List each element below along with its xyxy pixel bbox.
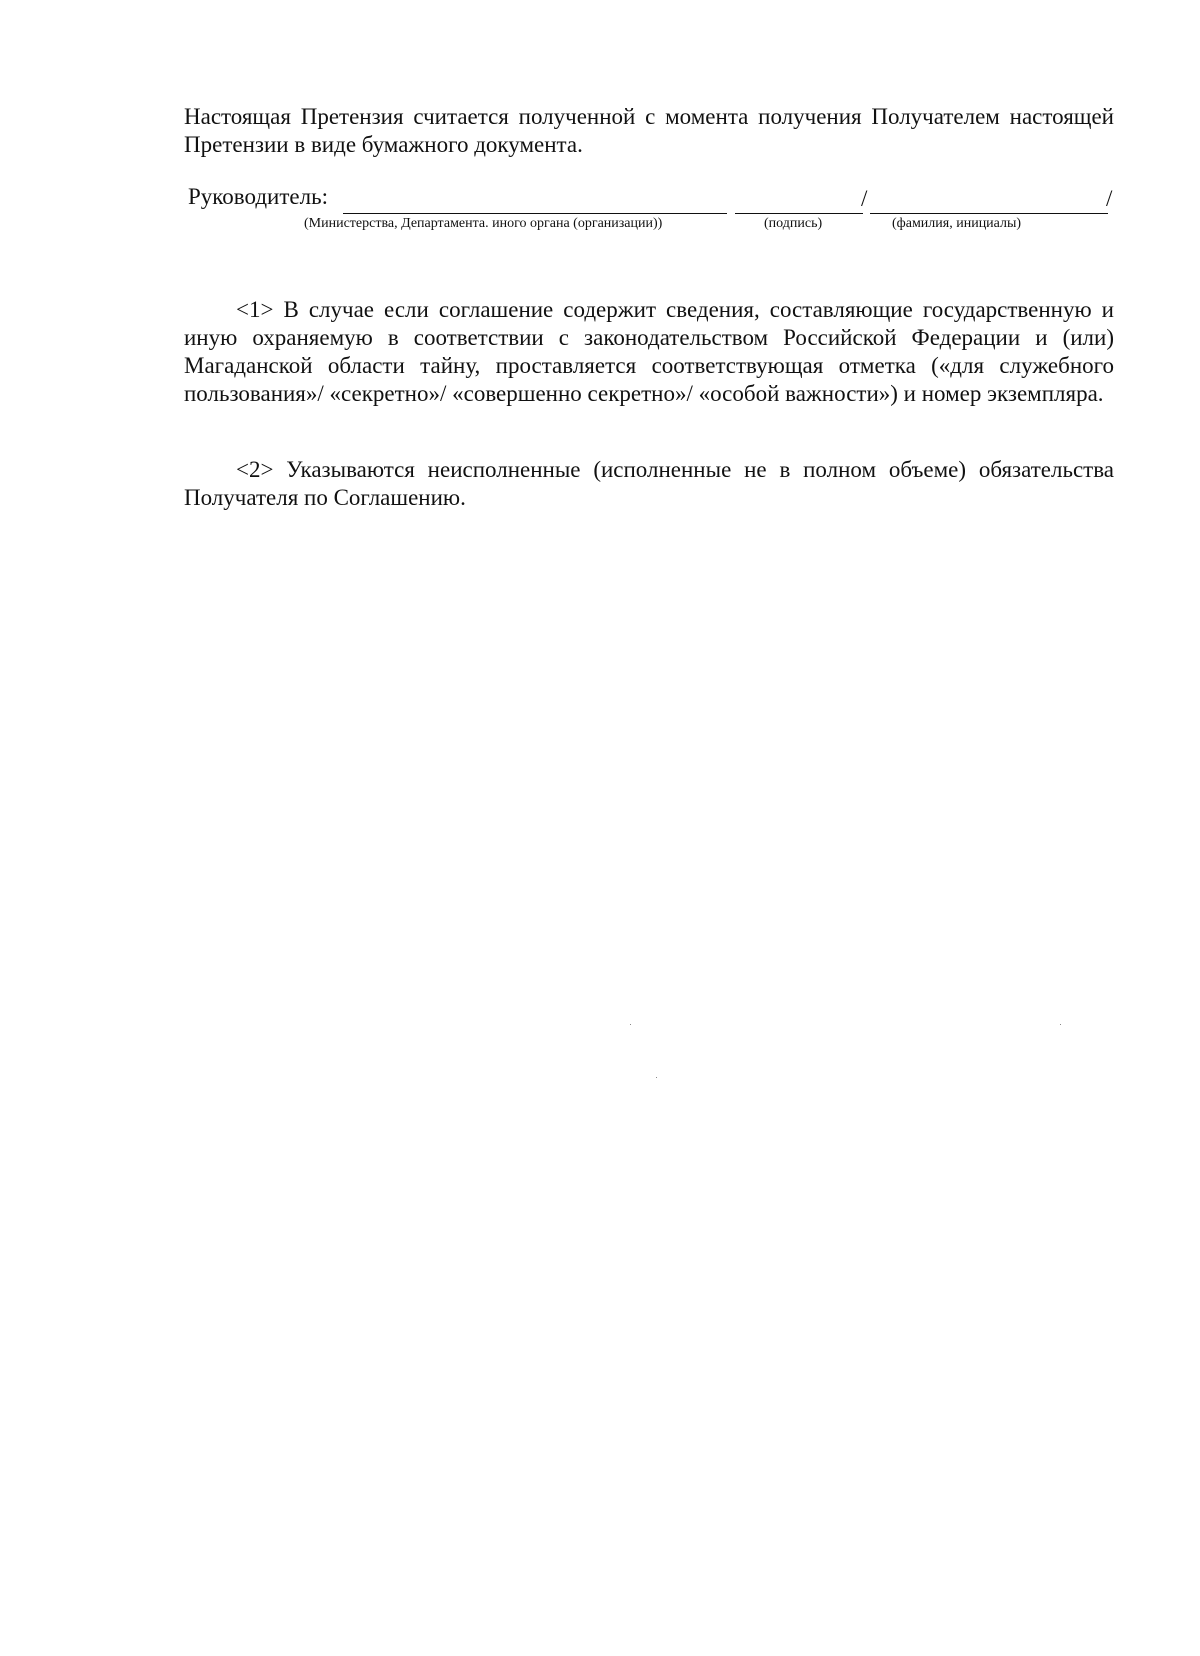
signature-slash-right: / (1106, 186, 1113, 211)
signature-underline (735, 213, 863, 214)
caption-signature: (подпись) (764, 216, 823, 231)
signature-label: Руководитель: (188, 184, 328, 209)
caption-name: (фамилия, инициалы) (892, 216, 1022, 231)
name-underline (870, 213, 1108, 214)
footnote-1: <1> В случае если соглашение содержит сведения, составляющие государственную и иную охраняемую в соответствии с законодательством Российской Федерации и (или) Магаданской области тайну, проставляется соответствующая отметка («для служебного пользования»/ «секретно»/ «совершенно секретно»/ «особой важности») и номер экземпляра. (184, 297, 1114, 406)
footnote-2: <2> Указываются неисполненные (исполненные не в полном объеме) обязательства Получателя по Соглашению. (184, 457, 1114, 510)
scan-speck (656, 1077, 657, 1078)
scan-speck (630, 1024, 631, 1025)
intro-paragraph: Настоящая Претензия считается полученной с момента получения Получателем настоящей Претензии в виде бумажного документа. (184, 104, 1114, 157)
scan-speck (1060, 1024, 1061, 1025)
organization-underline (343, 213, 727, 214)
signature-slash-left: / (861, 186, 868, 211)
caption-organization: (Министерства, Департамента. иного органа (организации)) (304, 216, 663, 231)
